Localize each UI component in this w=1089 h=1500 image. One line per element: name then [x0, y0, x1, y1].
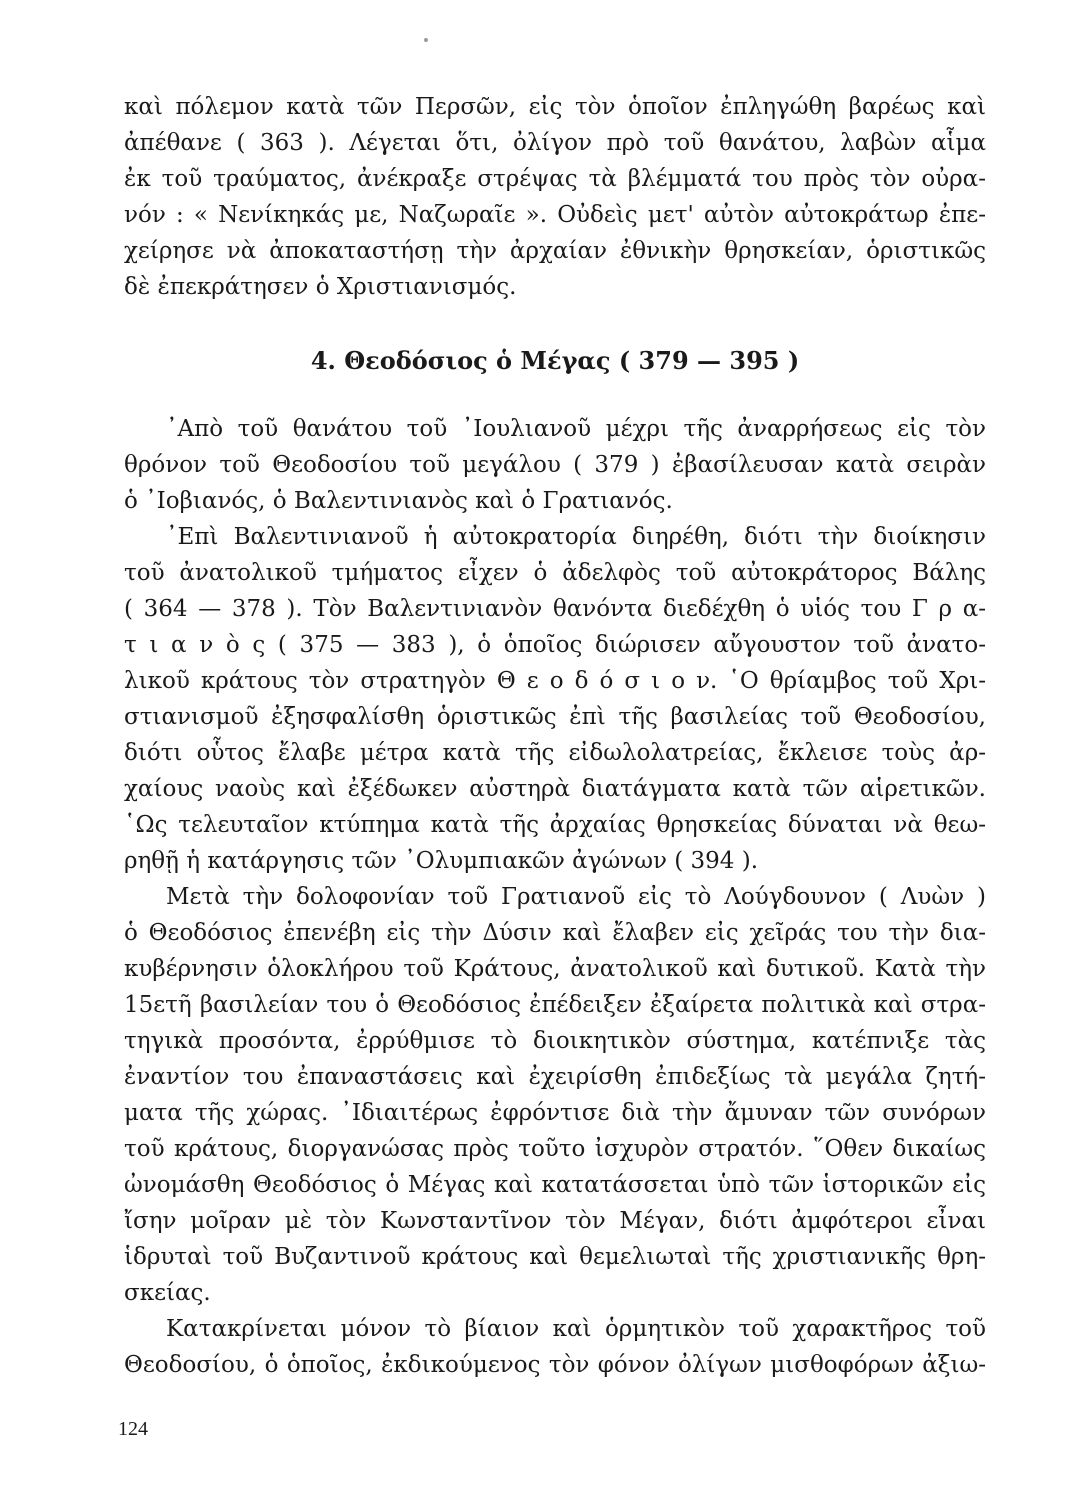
text-line: σκείας. [124, 1280, 211, 1306]
text-line: ᾽Απὸ τοῦ θανάτου τοῦ ᾽Ιουλιανοῦ μέχρι τῆς ἀναρρήσεως εἰς τὸν [166, 416, 986, 442]
text-line: χαίους ναοὺς καὶ ἐξέδωκεν αὐστηρὰ διατάγματα κατὰ τῶν αἱρετικῶν. [124, 776, 986, 802]
text-line: ( 364 — 378 ). Τὸν Βαλεντινιανὸν θανόντα διεδέχθη ὁ υἱός του Γ ρ α- [124, 596, 986, 622]
page-number: 124 [118, 1418, 148, 1440]
text-line: διότι οὗτος ἔλαβε μέτρα κατὰ τῆς εἰδωλολατρείας, ἔκλεισε τοὺς ἀρ- [124, 740, 986, 766]
text-line: νόν : « Νενίκηκάς με, Ναζωραῖε ». Οὐδεὶς μετ' αὐτὸν αὐτοκράτωρ ἐπε- [124, 202, 986, 228]
text-line: 15ετῆ βασιλείαν του ὁ Θεοδόσιος ἐπέδειξεν ἐξαίρετα πολιτικὰ καὶ στρα- [124, 992, 986, 1018]
text-line: τηγικὰ προσόντα, ἐρρύθμισε τὸ διοικητικὸν σύστημα, κατέπνιξε τὰς [124, 1028, 986, 1054]
text-line: ματα τῆς χώρας. ᾽Ιδιαιτέρως ἐφρόντισε διὰ τὴν ἄμυναν τῶν συνόρων [124, 1100, 986, 1126]
text-line: Θεοδοσίου, ὁ ὁποῖος, ἐκδικούμενος τὸν φόνον ὀλίγων μισθοφόρων ἀξιω- [124, 1352, 986, 1378]
text-line: ὠνομάσθη Θεοδόσιος ὁ Μέγας καὶ κατατάσσεται ὑπὸ τῶν ἱστορικῶν εἰς [124, 1172, 986, 1198]
text-line: ὁ ᾽Ιοβιανός, ὁ Βαλεντινιανὸς καὶ ὁ Γρατιανός. [124, 488, 673, 514]
text-line: ἐκ τοῦ τραύματος, ἀνέκραξε στρέψας τὰ βλέμματά του πρὸς τὸν οὐρα- [124, 166, 986, 192]
text-line: καὶ πόλεμον κατὰ τῶν Περσῶν, εἰς τὸν ὁποῖον ἐπληγώθη βαρέως καὶ [124, 94, 986, 120]
section-heading: 4. Θεοδόσιος ὁ Μέγας ( 379 — 395 ) [310, 346, 800, 375]
text-line: ἱδρυταὶ τοῦ Βυζαντινοῦ κράτους καὶ θεμελιωταὶ τῆς χριστιανικῆς θρη- [124, 1244, 986, 1270]
text-line: τ ι α ν ὸ ς ( 375 — 383 ), ὁ ὁποῖος διώρισεν αὔγουστον τοῦ ἀνατο- [124, 632, 986, 658]
text-line: ᾽Επὶ Βαλεντινιανοῦ ἡ αὐτοκρατορία διηρέθη, διότι τὴν διοίκησιν [166, 524, 986, 550]
text-line: λικοῦ κράτους τὸν στρατηγὸν Θ ε ο δ ό σ ι ο ν. ῾Ο θρίαμβος τοῦ Χρι- [124, 668, 986, 694]
text-line: δὲ ἐπεκράτησεν ὁ Χριστιανισμός. [124, 274, 517, 300]
text-line: ρηθῇ ἡ κατάργησις τῶν ᾽Ολυμπιακῶν ἀγώνων ( 394 ). [124, 848, 759, 874]
text-line: ῾Ως τελευταῖον κτύπημα κατὰ τῆς ἀρχαίας θρησκείας δύναται νὰ θεω- [124, 812, 986, 838]
text-line: ὁ Θεοδόσιος ἐπενέβη εἰς τὴν Δύσιν καὶ ἔλαβεν εἰς χεῖράς του τὴν δια- [124, 920, 986, 946]
text-line: ἐναντίον του ἐπαναστάσεις καὶ ἐχειρίσθη ἐπιδεξίως τὰ μεγάλα ζητή- [124, 1064, 986, 1090]
text-line: Μετὰ τὴν δολοφονίαν τοῦ Γρατιανοῦ εἰς τὸ Λούγδουνον ( Λυὼν ) [166, 884, 986, 910]
text-line: στιανισμοῦ ἐξησφαλίσθη ὁριστικῶς ἐπὶ τῆς βασιλείας τοῦ Θεοδοσίου, [124, 704, 986, 730]
text-line: κυβέρνησιν ὁλοκλήρου τοῦ Κράτους, ἀνατολικοῦ καὶ δυτικοῦ. Κατὰ τὴν [124, 956, 986, 982]
text-line: θρόνον τοῦ Θεοδοσίου τοῦ μεγάλου ( 379 ) ἐβασίλευσαν κατὰ σειρὰν [124, 452, 986, 478]
text-line: τοῦ ἀνατολικοῦ τμήματος εἶχεν ὁ ἀδελφὸς τοῦ αὐτοκράτορος Βάλης [124, 560, 986, 586]
scan-speck [424, 38, 428, 42]
text-line: ἀπέθανε ( 363 ). Λέγεται ὅτι, ὀλίγον πρὸ τοῦ θανάτου, λαβὼν αἷμα [124, 130, 986, 156]
text-line: ἴσην μοῖραν μὲ τὸν Κωνσταντῖνον τὸν Μέγαν, διότι ἀμφότεροι εἶναι [124, 1208, 986, 1234]
text-line: Κατακρίνεται μόνον τὸ βίαιον καὶ ὁρμητικὸν τοῦ χαρακτῆρος τοῦ [166, 1316, 986, 1342]
text-line: χείρησε νὰ ἀποκαταστήσῃ τὴν ἀρχαίαν ἐθνικὴν θρησκείαν, ὁριστικῶς [124, 238, 986, 264]
text-line: τοῦ κράτους, διοργανώσας πρὸς τοῦτο ἰσχυρὸν στρατόν. ῞Οθεν δικαίως [124, 1136, 986, 1162]
